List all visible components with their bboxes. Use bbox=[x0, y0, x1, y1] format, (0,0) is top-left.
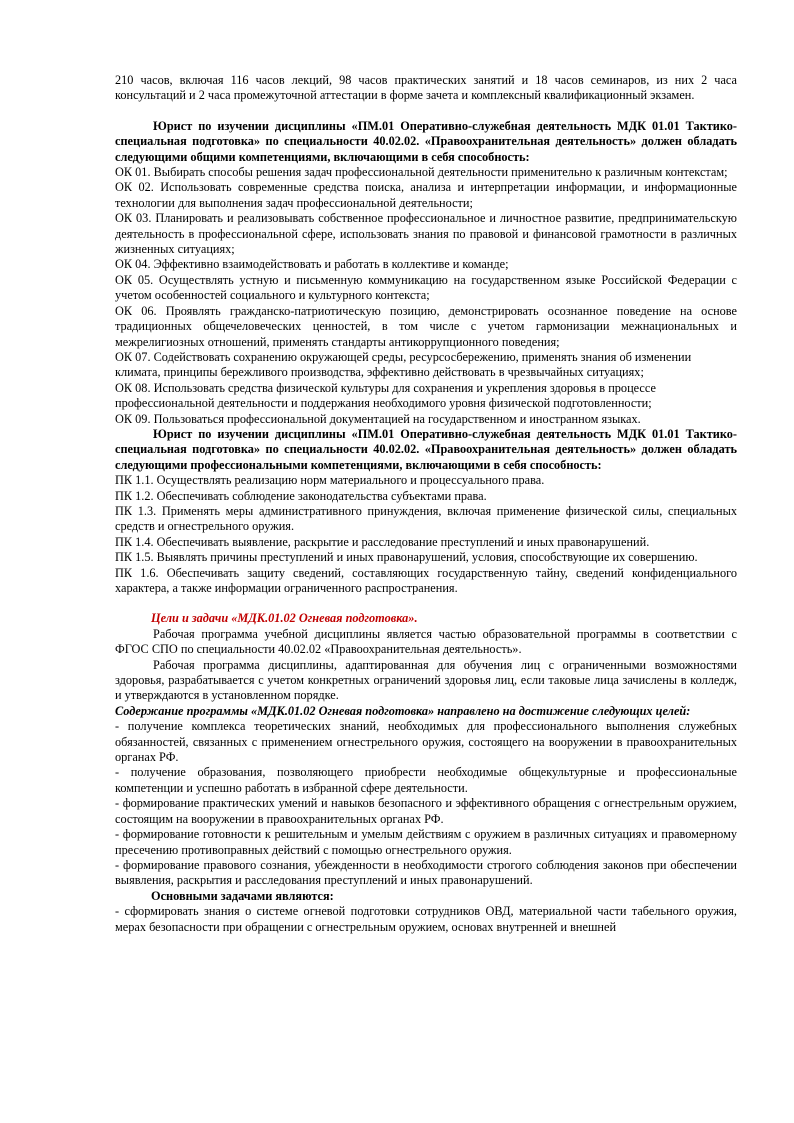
general-competencies-list bbox=[115, 165, 737, 427]
professional-competencies-list bbox=[115, 473, 737, 596]
list-item: ОК 09. Пользоваться профессиональной документацией на государственном и иностранном языках. bbox=[115, 411, 641, 426]
list-item: ПК 1.2. Обеспечивать соблюдение законодательства субъектами права. bbox=[115, 488, 487, 503]
program-content-heading: Содержание программы «МДК.01.02 Огневая подготовка» направлено на достижение следующих целей: bbox=[115, 703, 691, 718]
list-item: ОК 03. Планировать и реализовывать собственное профессиональное и личностное развитие, предпринимательскую деятельность в профессиональной сфере, использовать знания по правовой и финансовой грамотности в различных жизненных ситуациях; bbox=[115, 211, 737, 257]
professional-competencies-heading: Юрист по изучении дисциплины «ПМ.01 Оперативно-служебная деятельность МДК 01.01 Тактико-специальная подготовка» по специальности 40.02.02. «Правоохранительная деятельность» должен обладать следующими профессиональными компетенциями, включающими в себя способность: bbox=[115, 426, 737, 472]
spacer bbox=[115, 104, 737, 119]
list-item: - формирование правового сознания, убежденности в необходимости строгого соблюдения законов при обеспечении выявления, раскрытия и расследования преступлений и иных правонарушений. bbox=[115, 857, 737, 888]
goals-list bbox=[115, 719, 737, 888]
list-item: ОК 08. Использовать средства физической культуры для сохранения и укрепления здоровья в процессе профессиональной деятельности и поддержания необходимого уровня физической подготовленности; bbox=[115, 380, 656, 411]
general-competencies-heading: Юрист по изучении дисциплины «ПМ.01 Оперативно-служебная деятельность МДК 01.01 Тактико-специальная подготовка» по специальности 40.02.02. «Правоохранительная деятельность» должен обладать следующими общими компетенциями, включающими в себя способность: bbox=[115, 118, 737, 164]
tasks-heading: Основными задачами являются: bbox=[151, 888, 334, 903]
list-item: ПК 1.5. Выявлять причины преступлений и иных правонарушений, условия, способствующие их совершению. bbox=[115, 550, 698, 565]
document-body bbox=[115, 73, 737, 935]
list-item: ОК 04. Эффективно взаимодействовать и работать в коллективе и команде; bbox=[115, 257, 509, 272]
list-item: ПК 1.4. Обеспечивать выявление, раскрытие и расследование преступлений и иных правонарушений. bbox=[115, 534, 650, 549]
list-item: ОК 01. Выбирать способы решения задач профессиональной деятельности применительно к различным контекстам; bbox=[115, 165, 728, 180]
list-item: - формирование практических умений и навыков безопасного и эффективного обращения с огнестрельным оружием, состоящим на вооружении в правоохранительных органах РФ. bbox=[115, 796, 737, 826]
list-item: - получение комплекса теоретических знаний, необходимых для профессионального выполнения служебных обязанностей, связанных с применением огнестрельного оружия, состоящего на вооружении в правоохранительных органах РФ. bbox=[115, 719, 737, 765]
tasks-list bbox=[115, 904, 737, 935]
program-paragraph: Рабочая программа дисциплины, адаптированная для обучения лиц с ограниченными возможностями здоровья, разрабатывается с учетом конкретных ограничений здоровья лиц, если таковые лица зачислены в колледж, и утверждаются в установленном порядке. bbox=[115, 657, 737, 703]
intro-paragraph: 210 часов, включая 116 часов лекций, 98 часов практических занятий и 18 часов семинаров, из них 2 часа консультаций и 2 часа промежуточной аттестации в форме зачета и комплексный квалификационный экзамен. bbox=[115, 73, 737, 103]
list-item: ПК 1.1. Осуществлять реализацию норм материального и процессуального права. bbox=[115, 473, 545, 488]
list-item: ОК 05. Осуществлять устную и письменную коммуникацию на государственном языке Российской Федерации с учетом особенностей социального и культурного контекста; bbox=[115, 272, 737, 303]
list-item: ПК 1.3. Применять меры административного принуждения, включая применение физической силы, специальных средств и огнестрельного оружия. bbox=[115, 503, 737, 534]
list-item: - формирование готовности к решительным и умелым действиям с оружием в различных ситуациях и правомерному пресечению противоправных действий с помощью огнестрельного оружия. bbox=[115, 827, 737, 857]
list-item: ОК 06. Проявлять гражданско-патриотическую позицию, демонстрировать осознанное поведение на основе традиционных общечеловеческих ценностей, в том числе с учетом гармонизации межнациональных и межрелигиозных отношений, применять стандарты антикоррупционного поведения; bbox=[115, 303, 737, 349]
list-item: - получение образования, позволяющего приобрести необходимые общекультурные и профессиональные компетенции и успешно работать в избранной сфере деятельности. bbox=[115, 765, 737, 795]
list-item: ПК 1.6. Обеспечивать защиту сведений, составляющих государственную тайну, сведений конфиденциального характера, а также информации ограниченного распространения. bbox=[115, 565, 737, 595]
program-paragraph: Рабочая программа учебной дисциплины является частью образовательной программы в соответствии с ФГОС СПО по специальности 40.02.02 «Правоохранительная деятельность». bbox=[115, 626, 737, 657]
list-item: - сформировать знания о системе огневой подготовки сотрудников ОВД, материальной части табельного оружия, мерах безопасности при обращении с огнестрельным оружием, основах внутренней и внешней bbox=[115, 904, 737, 934]
goals-and-tasks-heading: Цели и задачи «МДК.01.02 Огневая подготовка». bbox=[151, 611, 418, 626]
spacer bbox=[115, 596, 737, 611]
list-item: ОК 02. Использовать современные средства поиска, анализа и интерпретации информации, и информационные технологии для выполнения задач профессиональной деятельности; bbox=[115, 180, 737, 210]
list-item: ОК 07. Содействовать сохранению окружающей среды, ресурсосбережению, применять знания об изменении климата, принципы бережливого производства, эффективно действовать в чрезвычайных ситуациях; bbox=[115, 349, 692, 380]
